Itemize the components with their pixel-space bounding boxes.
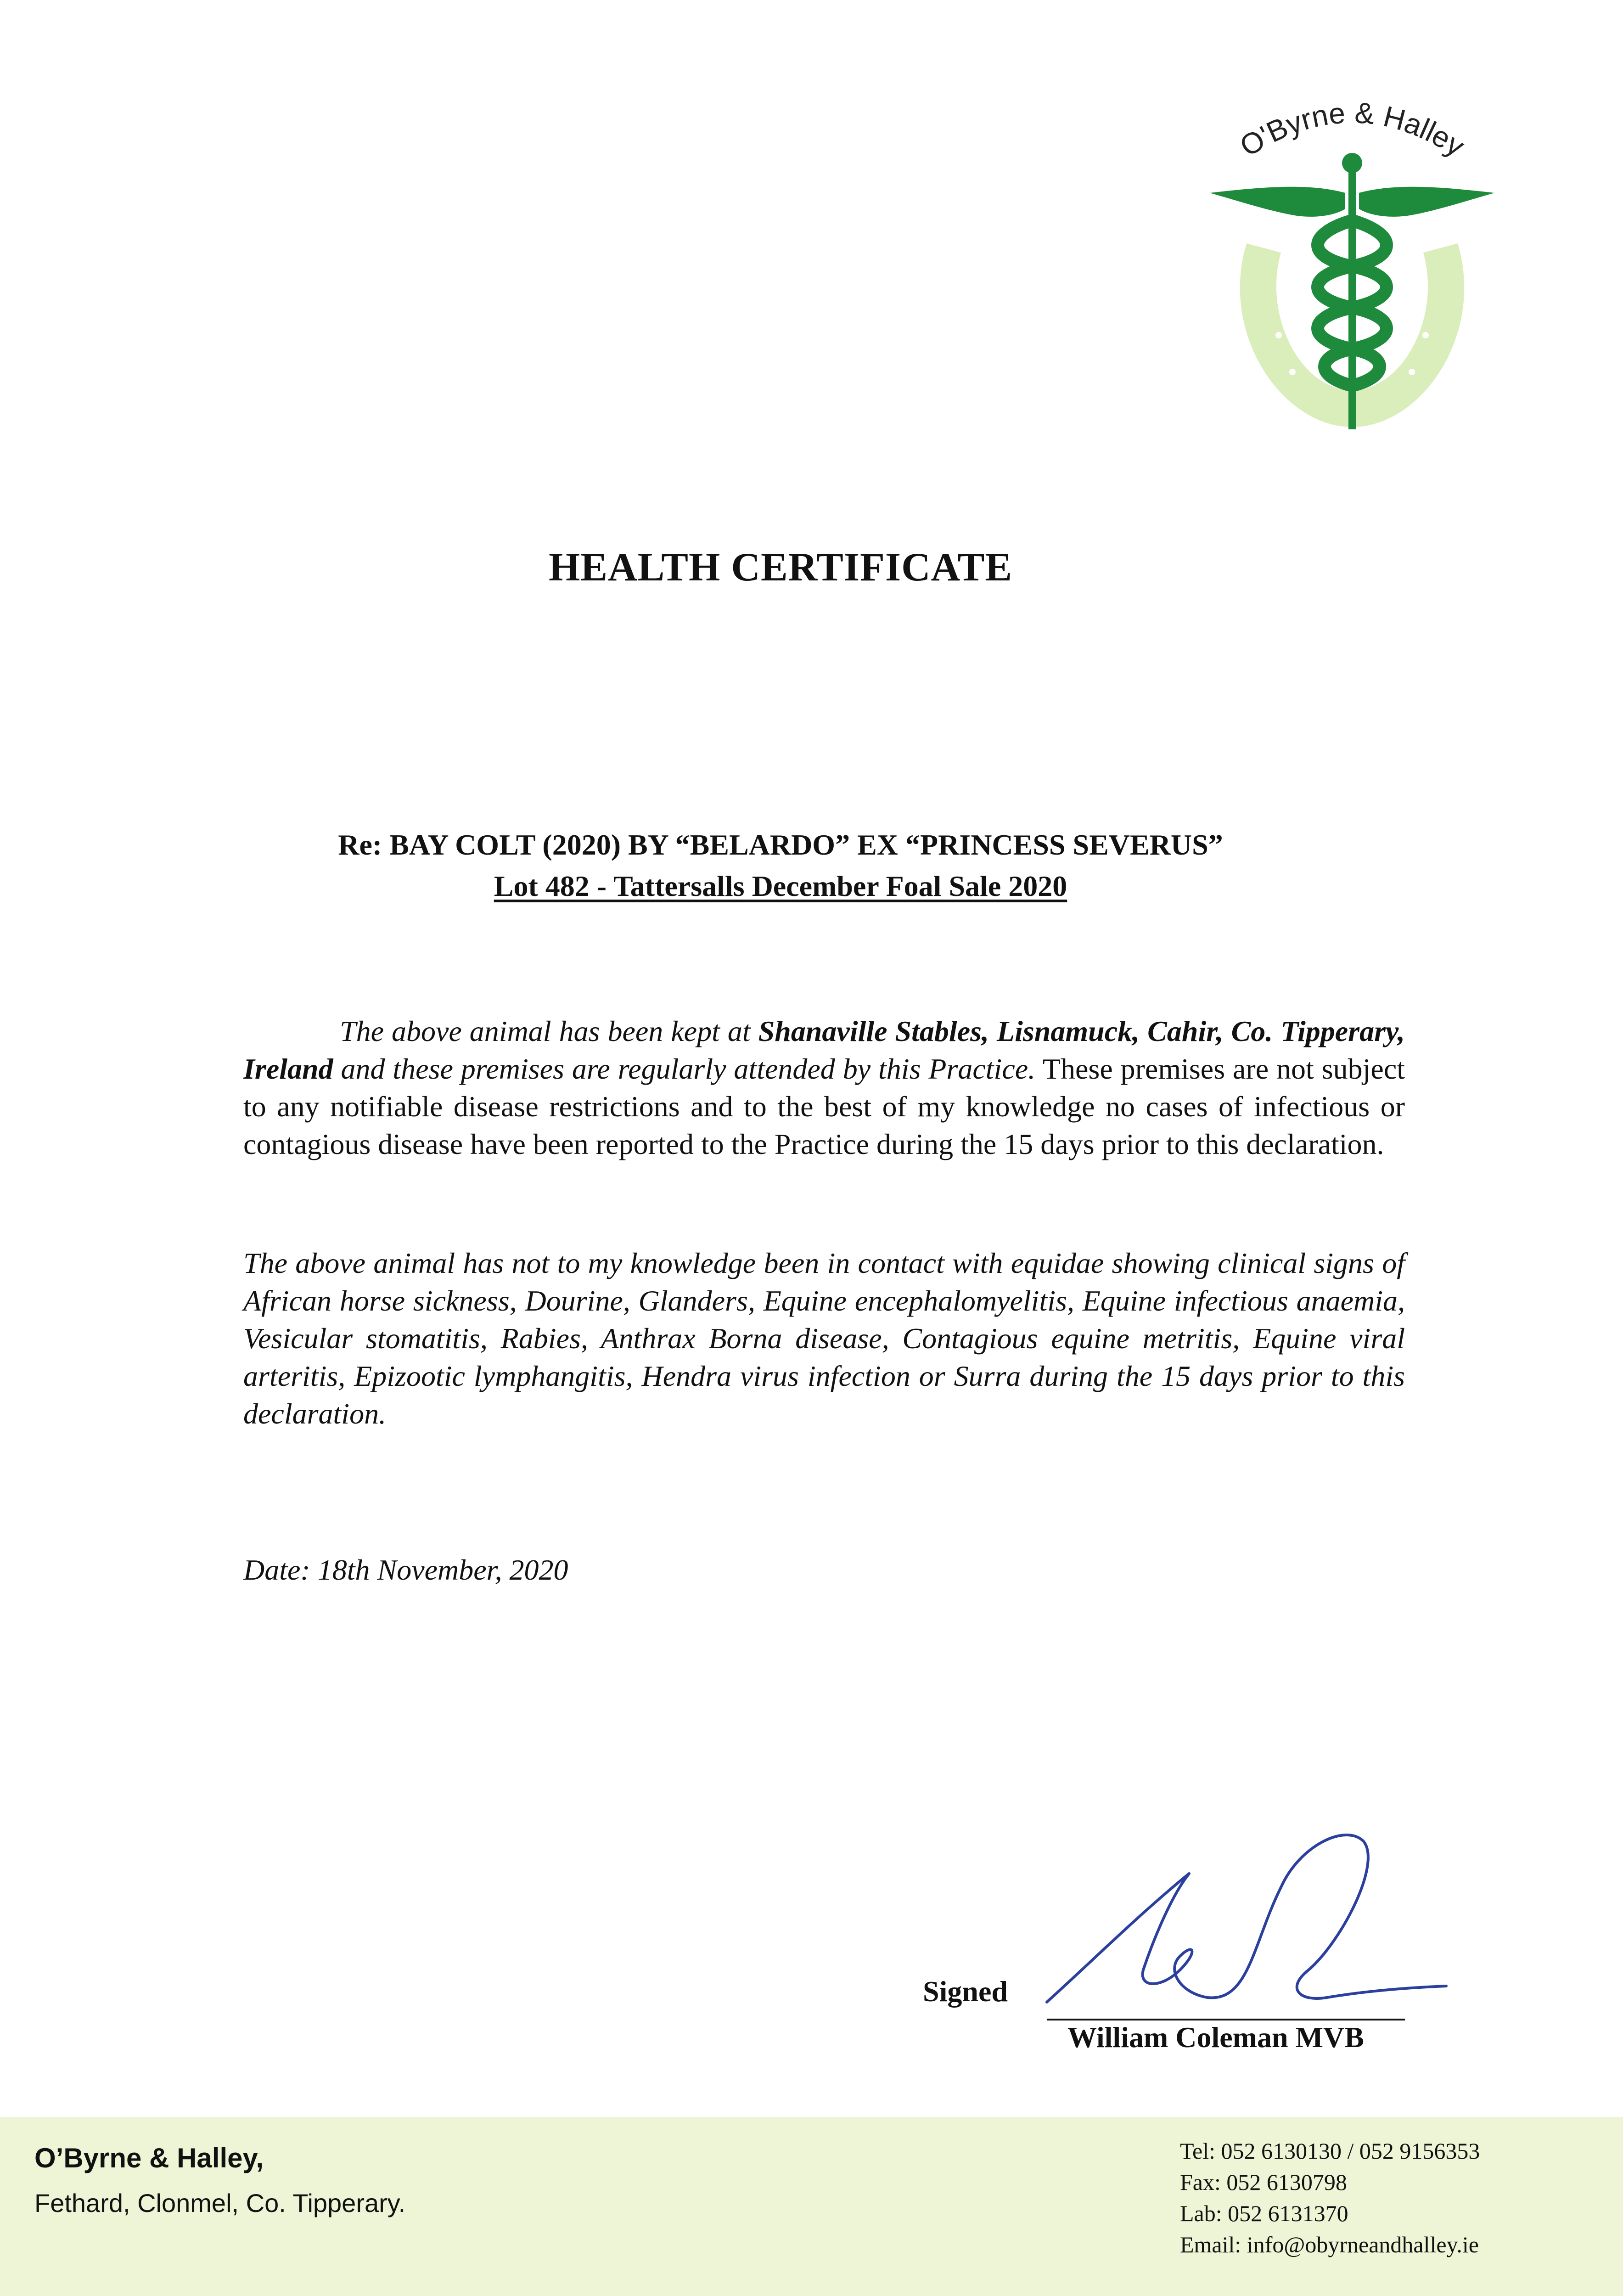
footer-contacts [1180,2135,1480,2260]
contact-declaration-paragraph: The above animal has not to my knowledge been in contact with equidae showing clinical signs of African horse sickness, Dourine, Glanders, Equine encephalomyelitis, Equine infectious anaemia, Vesicular stomatitis, Rabies, Anthrax Borna disease, Contagious equine metritis, Equine viral arteritis, Epizootic lymphangitis, Hendra virus infection or Surra during the 15 days prior to this declaration. [243,1247,1405,1430]
premises-attended: and these premises are regularly attended by this Practice. [341,1052,1036,1085]
reference-line: Re: BAY COLT (2020) BY “BELARDO” EX “PRINCESS SEVERUS” [338,828,1223,861]
signer-name: William Coleman MVB [1067,2021,1364,2054]
premises-location: Shanaville Stables, Lisnamuck, Cahir, Co. Tipperary, Ireland [243,1015,1405,1085]
premises-paragraph [243,1013,1405,1163]
handwritten-signature [1042,1805,1455,2034]
footer-firm-name: O’Byrne & Halley, [34,2143,264,2173]
declaration-date [243,1553,568,1587]
date-label: Date: [243,1553,310,1586]
footer-lab: Lab: 052 6131370 [1180,2200,1348,2226]
footer-tel: Tel: 052 6130130 / 052 9156353 [1180,2138,1480,2164]
practice-logo [1191,78,1513,464]
signed-label: Signed [923,1975,1008,2008]
premises-intro: The above animal has been kept at [340,1015,751,1047]
footer-fax: Fax: 052 6130798 [1180,2169,1347,2195]
reference-block [184,824,1377,907]
footer-email[interactable]: Email: info@obyrneandhalley.ie [1180,2232,1479,2257]
footer-address: Fethard, Clonmel, Co. Tipperary. [34,2189,406,2217]
premises-statement: These premises are not subject to any notifiable disease restrictions and to the best of my knowledge no cases of infectious or contagious disease have been reported to the Practice during the 15 days prior to this declaration. [243,1052,1405,1160]
document-title: HEALTH CERTIFICATE [548,545,1013,590]
date-value: 18th November, 2020 [317,1553,568,1586]
lot-line: Lot 482 - Tattersalls December Foal Sale 2020 [494,870,1067,902]
logo-text: O'Byrne & Halley [1234,96,1471,163]
